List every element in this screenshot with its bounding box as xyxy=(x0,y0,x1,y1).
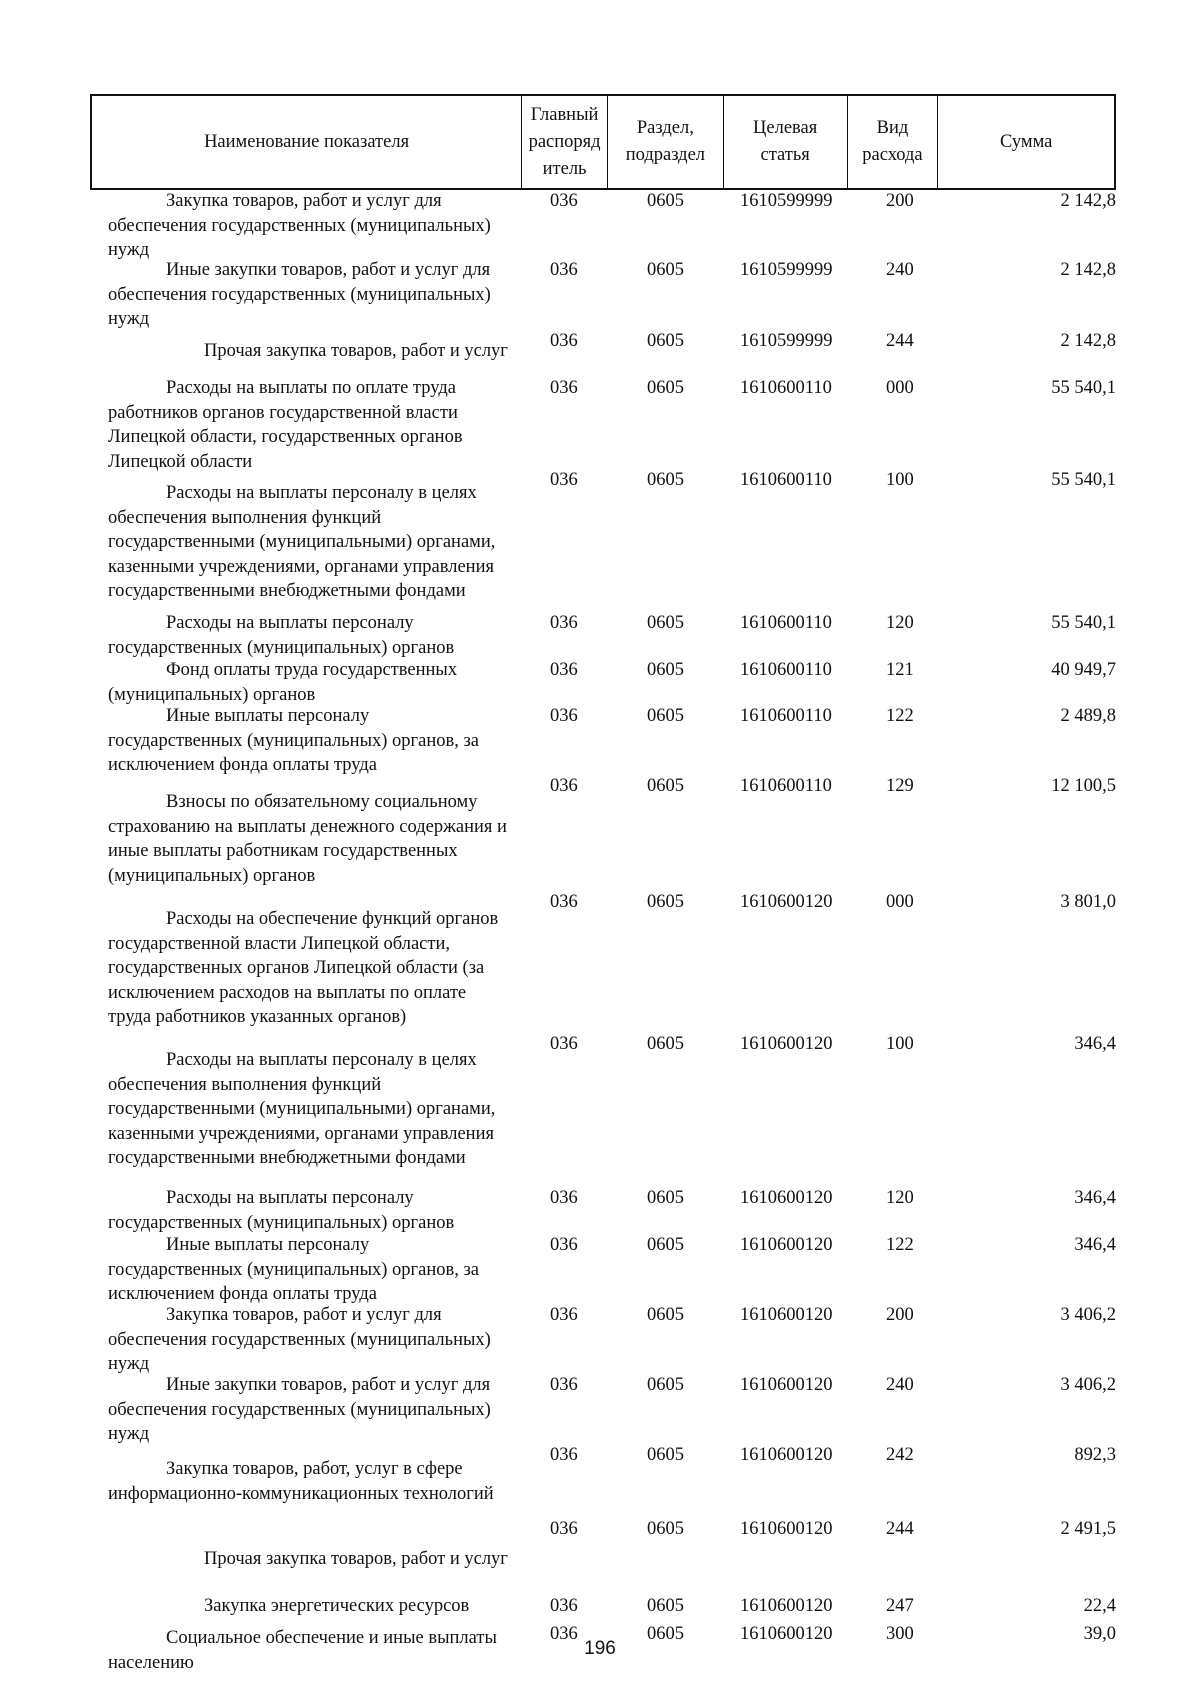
row-sum: 55 540,1 xyxy=(1051,378,1116,398)
row-target-article: 1610600110 xyxy=(740,470,832,490)
row-sum: 22,4 xyxy=(1083,1596,1116,1616)
row-section: 0605 xyxy=(647,331,684,351)
row-sum: 40 949,7 xyxy=(1051,660,1116,680)
row-name: Иные закупки товаров, работ и услуг для обеспечения государственных (муниципальных) нужд xyxy=(108,260,491,329)
row-name: Иные закупки товаров, работ и услуг для обеспечения государственных (муниципальных) нужд xyxy=(108,1375,491,1444)
row-section: 0605 xyxy=(647,892,684,912)
row-sum: 2 491,5 xyxy=(1060,1519,1116,1539)
header-expense-type: Вид расхода xyxy=(848,96,939,188)
row-main-manager: 036 xyxy=(550,1624,578,1644)
row-target-article: 1610600120 xyxy=(740,1034,833,1054)
row-name: Иные выплаты персоналу государственных (муниципальных) органов, за исключением фонда оплаты труда xyxy=(108,706,479,775)
row-expense-type: 200 xyxy=(886,1305,914,1325)
row-main-manager: 036 xyxy=(550,1235,578,1255)
row-target-article: 1610599999 xyxy=(740,331,833,351)
row-main-manager: 036 xyxy=(550,1034,578,1054)
row-name: Закупка товаров, работ и услуг для обеспечения государственных (муниципальных) нужд xyxy=(108,191,491,260)
row-expense-type: 122 xyxy=(886,706,914,726)
row-name: Расходы на выплаты по оплате труда работников органов государственной власти Липецкой области, государственных органов Липецкой области xyxy=(108,378,463,472)
row-target-article: 1610599999 xyxy=(740,191,833,211)
row-sum: 2 142,8 xyxy=(1060,331,1116,351)
row-main-manager: 036 xyxy=(550,1445,578,1465)
row-main-manager: 036 xyxy=(550,776,578,796)
row-section: 0605 xyxy=(647,1034,684,1054)
row-main-manager: 036 xyxy=(550,892,578,912)
row-name: Закупка энергетических ресурсов xyxy=(204,1596,470,1616)
row-expense-type: 240 xyxy=(886,1375,914,1395)
row-sum: 2 142,8 xyxy=(1060,191,1116,211)
row-main-manager: 036 xyxy=(550,660,578,680)
row-expense-type: 120 xyxy=(886,613,914,633)
row-target-article: 1610600120 xyxy=(740,1305,833,1325)
row-name: Взносы по обязательному социальному страхованию на выплаты денежного содержания и иные выплаты работникам государственных (муниципальных) органов xyxy=(108,792,507,886)
row-expense-type: 200 xyxy=(886,191,914,211)
row-target-article: 1610600110 xyxy=(740,706,832,726)
row-section: 0605 xyxy=(647,706,684,726)
row-sum: 3 801,0 xyxy=(1060,892,1116,912)
row-sum: 12 100,5 xyxy=(1051,776,1116,796)
row-section: 0605 xyxy=(647,613,684,633)
row-section: 0605 xyxy=(647,191,684,211)
row-sum: 55 540,1 xyxy=(1051,470,1116,490)
header-main-manager: Главный распоряд итель xyxy=(522,96,608,188)
row-expense-type: 242 xyxy=(886,1445,914,1465)
row-name: Прочая закупка товаров, работ и услуг xyxy=(204,341,508,361)
row-name: Расходы на выплаты персоналу в целях обеспечения выполнения функций государственными (муниципальными) органами, казенными учреждениями, органами управления государственными внебюджетными фондами xyxy=(108,483,496,601)
header-name: Наименование показателя xyxy=(92,96,522,188)
row-expense-type: 244 xyxy=(886,1519,914,1539)
row-name: Социальное обеспечение и иные выплаты населению xyxy=(108,1628,497,1673)
row-target-article: 1610600120 xyxy=(740,1235,833,1255)
row-name: Расходы на обеспечение функций органов государственной власти Липецкой области, государственных органов Липецкой области (за исключением расходов на выплаты по оплате труда работников указанных органов) xyxy=(108,909,499,1027)
row-main-manager: 036 xyxy=(550,260,578,280)
row-main-manager: 036 xyxy=(550,1519,578,1539)
header-target-article: Целевая статья xyxy=(724,96,848,188)
row-section: 0605 xyxy=(647,470,684,490)
row-target-article: 1610600120 xyxy=(740,892,833,912)
row-name: Расходы на выплаты персоналу государственных (муниципальных) органов xyxy=(108,613,455,658)
row-section: 0605 xyxy=(647,1305,684,1325)
row-sum: 2 489,8 xyxy=(1060,706,1116,726)
row-name: Фонд оплаты труда государственных (муниципальных) органов xyxy=(108,660,458,705)
row-main-manager: 036 xyxy=(550,1188,578,1208)
row-section: 0605 xyxy=(647,1188,684,1208)
row-target-article: 1610600120 xyxy=(740,1519,833,1539)
header-section: Раздел, подраздел xyxy=(608,96,724,188)
row-main-manager: 036 xyxy=(550,1305,578,1325)
row-section: 0605 xyxy=(647,660,684,680)
table-header xyxy=(90,94,1116,190)
row-target-article: 1610599999 xyxy=(740,260,833,280)
row-main-manager: 036 xyxy=(550,1596,578,1616)
row-sum: 346,4 xyxy=(1074,1235,1116,1255)
row-name: Закупка товаров, работ и услуг для обеспечения государственных (муниципальных) нужд xyxy=(108,1305,491,1374)
row-sum: 55 540,1 xyxy=(1051,613,1116,633)
row-expense-type: 000 xyxy=(886,892,914,912)
row-target-article: 1610600110 xyxy=(740,776,832,796)
row-section: 0605 xyxy=(647,378,684,398)
row-section: 0605 xyxy=(647,1596,684,1616)
row-target-article: 1610600110 xyxy=(740,378,832,398)
page-number: 196 xyxy=(584,1638,616,1659)
row-expense-type: 100 xyxy=(886,1034,914,1054)
row-expense-type: 247 xyxy=(886,1596,914,1616)
row-target-article: 1610600120 xyxy=(740,1596,833,1616)
row-target-article: 1610600110 xyxy=(740,613,832,633)
row-name: Расходы на выплаты персоналу в целях обеспечения выполнения функций государственными (муниципальными) органами, казенными учреждениями, органами управления государственными внебюджетными фондами xyxy=(108,1050,496,1168)
row-sum: 892,3 xyxy=(1074,1445,1116,1465)
row-main-manager: 036 xyxy=(550,191,578,211)
row-section: 0605 xyxy=(647,1375,684,1395)
row-expense-type: 122 xyxy=(886,1235,914,1255)
row-section: 0605 xyxy=(647,1519,684,1539)
row-target-article: 1610600120 xyxy=(740,1445,833,1465)
header-sum: Сумма xyxy=(999,131,1053,152)
row-expense-type: 129 xyxy=(886,776,914,796)
row-main-manager: 036 xyxy=(550,1375,578,1395)
row-expense-type: 121 xyxy=(886,660,914,680)
row-main-manager: 036 xyxy=(550,331,578,351)
row-section: 0605 xyxy=(647,1445,684,1465)
row-expense-type: 300 xyxy=(886,1624,914,1644)
row-name: Закупка товаров, работ, услуг в сфере информационно-коммуникационных технологий xyxy=(108,1459,494,1504)
row-section: 0605 xyxy=(647,1235,684,1255)
row-target-article: 1610600120 xyxy=(740,1375,833,1395)
row-expense-type: 244 xyxy=(886,331,914,351)
row-target-article: 1610600120 xyxy=(740,1188,833,1208)
row-main-manager: 036 xyxy=(550,613,578,633)
row-expense-type: 240 xyxy=(886,260,914,280)
row-sum: 3 406,2 xyxy=(1060,1375,1116,1395)
row-main-manager: 036 xyxy=(550,378,578,398)
row-sum: 346,4 xyxy=(1074,1034,1116,1054)
row-sum: 3 406,2 xyxy=(1060,1305,1116,1325)
row-sum: 346,4 xyxy=(1074,1188,1116,1208)
row-section: 0605 xyxy=(647,776,684,796)
row-section: 0605 xyxy=(647,1624,684,1644)
row-name: Прочая закупка товаров, работ и услуг xyxy=(204,1549,508,1569)
row-sum: 39,0 xyxy=(1083,1624,1116,1644)
row-name: Иные выплаты персоналу государственных (муниципальных) органов, за исключением фонда оплаты труда xyxy=(108,1235,479,1304)
row-main-manager: 036 xyxy=(550,470,578,490)
row-expense-type: 120 xyxy=(886,1188,914,1208)
row-name: Расходы на выплаты персоналу государственных (муниципальных) органов xyxy=(108,1188,455,1233)
row-expense-type: 100 xyxy=(886,470,914,490)
row-target-article: 1610600110 xyxy=(740,660,832,680)
row-section: 0605 xyxy=(647,260,684,280)
row-sum: 2 142,8 xyxy=(1060,260,1116,280)
row-main-manager: 036 xyxy=(550,706,578,726)
row-target-article: 1610600120 xyxy=(740,1624,833,1644)
row-expense-type: 000 xyxy=(886,378,914,398)
